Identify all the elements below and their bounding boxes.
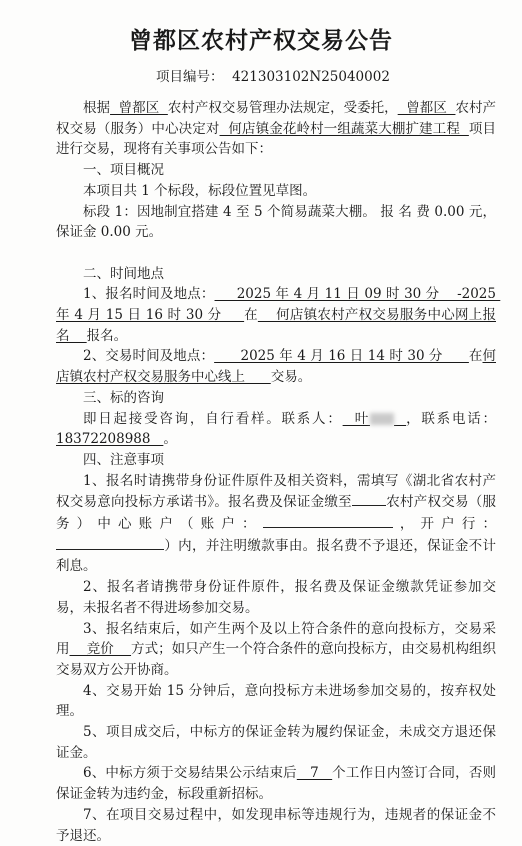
- bidding-method: 竞价: [69, 641, 132, 658]
- note-6: [56, 763, 496, 804]
- project-name: 何店镇金花岭村一组蔬菜大棚扩建工程: [219, 120, 469, 137]
- note-2: 2、报名者请携带身份证件原件，报名费及保证金缴款凭证参加交易，未报名者不得进场参加交易。: [56, 579, 496, 616]
- section-3-heading: 三、标的咨询: [83, 389, 164, 406]
- transaction-place: 何店镇农村产权交易服务中心线上: [56, 348, 496, 386]
- transaction-time: 2025 年 4 月 16 日 14 时 30 分: [214, 348, 469, 365]
- note-text: 3、报名结束后，如产生两个及以上符合条件的意向投标方，交易采用: [56, 620, 496, 658]
- note-text: 1、报名时请携带身份证件原件及相关资料，需填写《湖北省农村产权交易意向投标方承诺书》。报名费及保证金缴至: [56, 472, 496, 511]
- contact-name: 叶: [342, 410, 371, 427]
- note-1: [56, 471, 496, 578]
- note-5: 5、项目成交后，中标方的保证金转为履约保证金，未成交方退还保证金。: [56, 724, 496, 761]
- label: 在: [468, 348, 483, 365]
- registration-time: 2025 年 4 月 11 日 09 时 30 分 -2025 年 4 月 15 日 16 时 30 分: [56, 286, 501, 324]
- consultation-text: 即日起接受咨询，自行看样。联系人：: [83, 410, 343, 427]
- note-7: 7、在项目交易过程中，如发现串标等违规行为，违规者的保证金不予退还。: [56, 806, 496, 844]
- label: 2、交易时间及地点：: [83, 348, 215, 365]
- blank-line: [352, 491, 386, 506]
- intro-text: 项目进行交易，现将有关事项公告如下：: [56, 120, 497, 158]
- announcement-body: [56, 98, 501, 846]
- registration-time-place: [56, 284, 501, 346]
- note-4: 4、交易开始 15 分钟后，意向投标方未进场参加交易的，按弃权处理。: [56, 682, 496, 720]
- blank-line: [263, 513, 393, 528]
- section-4-heading: 四、注意事项: [83, 451, 164, 468]
- note-text: 方式；如只产生一个符合条件的意向投标方，由交易机构组织交易双方公开协商。: [56, 641, 497, 678]
- label: 1、报名时间及地点：: [83, 286, 215, 303]
- project-number: 项目编号： 421303102N25040002: [156, 69, 390, 85]
- label: 。: [163, 431, 177, 448]
- label: 报名。: [86, 327, 128, 344]
- section-2-heading: 二、时间地点: [83, 265, 164, 282]
- intro-text: 农村产权交易（服务）中心决定对: [56, 100, 497, 137]
- section-1-text: 本项目共 1 个标段，标段位置见草图。: [83, 182, 317, 199]
- intro-text: 根据: [83, 100, 111, 116]
- intro-paragraph: [56, 98, 496, 160]
- district-name: 曾都区: [110, 100, 168, 116]
- consultation-paragraph: [56, 409, 496, 450]
- section-1-lot: 标段 1：因地制宜搭建 4 至 5 个简易蔬菜大棚。 报 名 费 0.00 元，保证金 0.00 元。: [56, 203, 496, 241]
- redacted-name: [370, 413, 394, 425]
- section-1-heading: 一、项目概况: [83, 162, 164, 179]
- note-3: [56, 619, 496, 681]
- blank-line: [56, 535, 164, 550]
- label: 在: [244, 307, 258, 324]
- center-name: 曾都区: [397, 100, 456, 116]
- contact-person: [343, 411, 407, 427]
- registration-place: 何店镇农村产权交易服务中心网上报名: [56, 307, 496, 344]
- label: 交易。: [270, 369, 312, 386]
- contract-days: 7: [296, 765, 333, 782]
- contact-phone: 18372208988: [56, 431, 164, 448]
- transaction-time-place: [56, 346, 496, 387]
- note-text: ，开户行：: [392, 516, 497, 533]
- intro-text: 农村产权交易管理办法规定，受委托，: [167, 100, 398, 116]
- page-title: 曾都区农村产权交易公告: [129, 28, 393, 54]
- note-text: 6、中标方须于交易结果公示结束后: [83, 765, 297, 782]
- note-text: ）内，并注明缴款事由。报名费不予退还，保证金不计利息。: [56, 537, 496, 575]
- note-text: 个工作日内签订合同，否则保证金转为违约金，标段重新招标。: [56, 765, 497, 803]
- note-text: 农村产权交易（服务）中心账户（账户：: [56, 494, 497, 533]
- label: ，联系电话：: [406, 410, 496, 427]
